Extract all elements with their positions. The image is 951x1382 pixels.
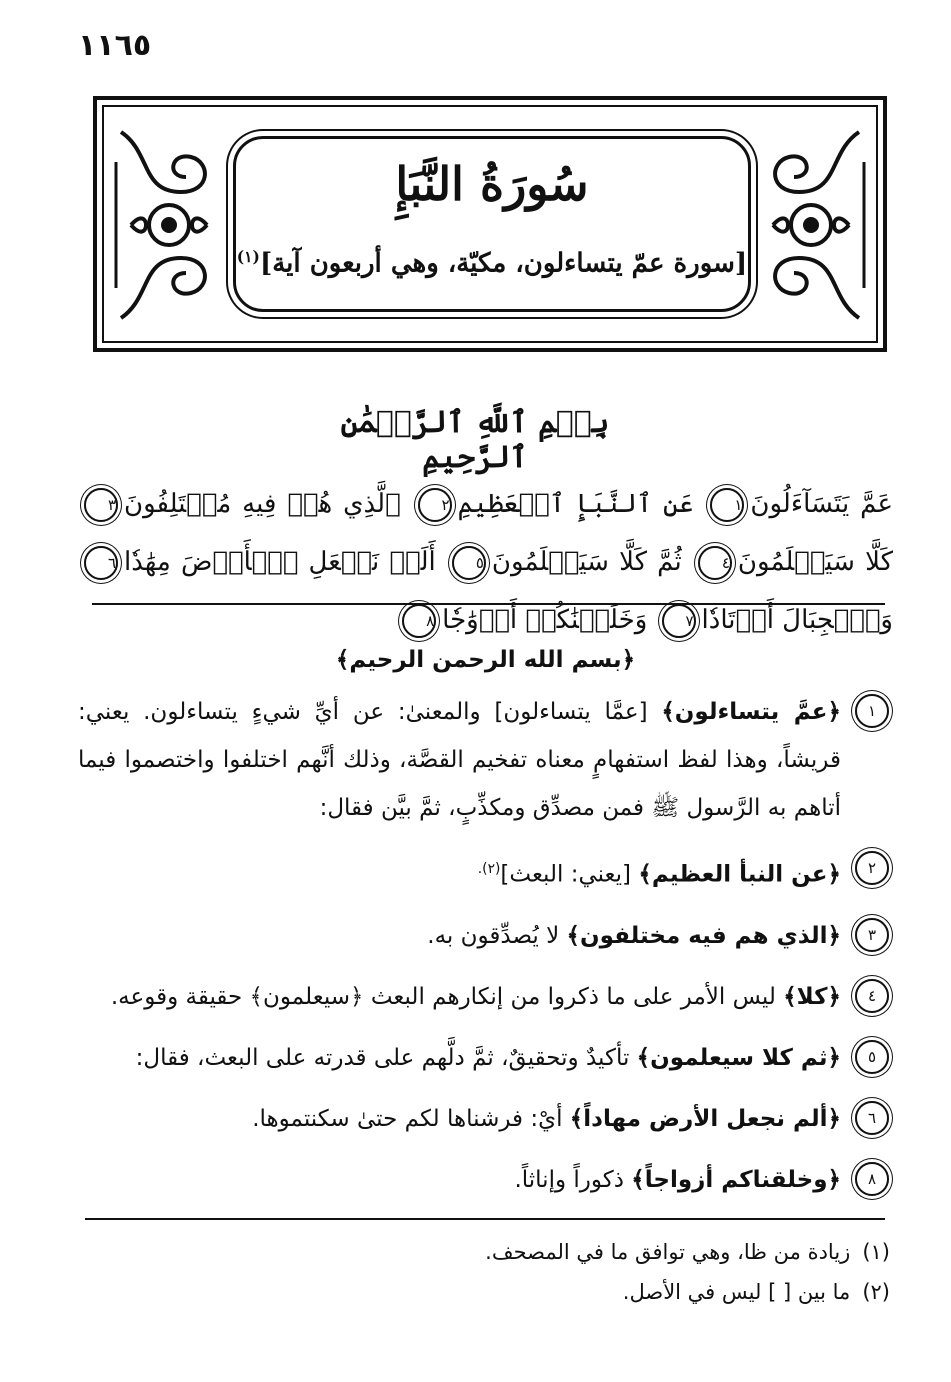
footnote-text: زيادة من ظا، وهي توافق ما في المصحف. — [485, 1240, 851, 1264]
quran-verses-block — [78, 475, 893, 649]
commentary-text: لا يُصدِّقون به. — [427, 922, 567, 949]
quran-divider — [92, 603, 885, 605]
commentary-body — [111, 973, 841, 1021]
surah-title-panel — [233, 136, 751, 312]
commentary-body — [427, 912, 841, 960]
footnote — [90, 1232, 890, 1272]
commentary-body — [478, 845, 841, 899]
surah-title: سُورَةُ النَّبَإِ — [395, 157, 589, 211]
quoted-verse: ﴿الذي هم فيه مختلفون﴾ — [566, 922, 841, 949]
verse-number-marker: ٣ — [84, 488, 118, 522]
commentary-body — [252, 1095, 841, 1143]
verse-text: عَنِ ٱلنَّبَإِ ٱلۡعَظِيمِ — [457, 489, 694, 519]
verse-text: أَلَمۡ نَجۡعَلِ ٱلۡأَرۡضَ مِهَٰدٗا — [124, 547, 436, 577]
verse-number-marker: ١ — [710, 488, 744, 522]
verse-number-marker: ٨ — [402, 604, 436, 638]
footnotes — [90, 1232, 890, 1312]
surah-subtitle — [236, 247, 748, 279]
verse-text: ثُمَّ كَلَّا سَيَعۡلَمُونَ — [491, 547, 682, 577]
commentary-body — [78, 688, 841, 832]
verse-number-marker: ٤ — [698, 546, 732, 580]
commentary-heading: ﴿بسم الله الرحمن الرحيم﴾ — [335, 647, 636, 673]
verse-number-marker: ٤ — [855, 979, 889, 1013]
verse-number-marker: ١ — [855, 694, 889, 728]
footnote-ref-1: (١) — [236, 247, 260, 266]
footnote-number: (١) — [862, 1240, 890, 1264]
commentary-section — [78, 640, 893, 1217]
commentary-item — [78, 1156, 893, 1204]
basmala: بِسۡمِ ٱللَّهِ ٱلرَّحۡمَٰنِ ٱلرَّحِيمِ — [340, 405, 610, 475]
page-number: ١١٦٥ — [78, 28, 152, 63]
quoted-verse: ﴿عن النبأ العظيم﴾ — [638, 861, 841, 888]
verse-text: ٱلَّذِي هُمۡ فِيهِ مُخۡتَلِفُونَ — [124, 489, 401, 519]
commentary-text: [يعني: البعث] — [500, 861, 639, 888]
verse-number-marker: ٦ — [855, 1101, 889, 1135]
verse-number-marker: ٦ — [84, 546, 118, 580]
quoted-verse: ﴿ألم نجعل الأرض مهاداً﴾ — [569, 1105, 841, 1132]
verse-text: عَمَّ يَتَسَآءَلُونَ — [750, 489, 893, 519]
verse-text: وَٱلۡجِبَالَ أَوۡتَادٗا — [701, 605, 893, 635]
quoted-verse: ﴿ثم كلا سيعلمون﴾ — [636, 1044, 841, 1071]
commentary-text: أيْ: فرشناها لكم حتىٰ سكنتموها. — [252, 1105, 570, 1132]
surah-subtitle-text: [سورة عمّ يتساءلون، مكيّة، وهي أربعون آية] — [259, 248, 748, 279]
footnote-text: ما بين [ ] ليس في الأصل. — [622, 1280, 851, 1304]
commentary-item — [78, 1095, 893, 1143]
commentary-item — [78, 688, 893, 832]
verse-text: وَخَلَقۡنَٰكُمۡ أَزۡوَٰجٗا — [442, 605, 648, 635]
commentary-text: ليس الأمر على ما ذكروا من إنكارهم البعث ﴿سيعلمون﴾ حقيقة وقوعه. — [110, 983, 784, 1010]
quoted-verse: ﴿وخلقناكم أزواجاً﴾ — [631, 1166, 841, 1193]
verse-number-marker: ٢ — [855, 851, 889, 885]
commentary-body — [514, 1156, 841, 1204]
footnote-number: (٢) — [862, 1280, 890, 1304]
verse-text: كَلَّا سَيَعۡلَمُونَ — [737, 547, 893, 577]
commentary-text: تأكيدٌ وتحقيقٌ، ثمَّ دلَّهم على قدرته على البعث، فقال: — [135, 1044, 637, 1071]
verse-number-marker: ٣ — [855, 918, 889, 952]
commentary-item — [78, 973, 893, 1021]
footnote-divider — [85, 1218, 885, 1220]
commentary-body — [136, 1034, 841, 1082]
footnote — [90, 1272, 890, 1312]
verse-number-marker: ٨ — [855, 1162, 889, 1196]
verse-number-marker: ٢ — [418, 488, 452, 522]
commentary-text: ذكوراً وإناثاً. — [514, 1166, 632, 1193]
arabesque-ornament-left — [111, 122, 229, 328]
commentary-text: [عمَّا يتساءلون] والمعنىٰ: عن أيِّ شيءٍ يتساءلون. يعني: قريشاً، وهذا لفظ استفهامٍ معناه تفخيم القصَّة، وذلك أنَّهم اختلفوا واختصموا فيما أتاهم به الرَّسول ﷺ فمن مصدِّق ومكذِّبٍ، ثمَّ بيَّن فقال: — [78, 699, 841, 821]
verse-number-marker: ٥ — [452, 546, 486, 580]
commentary-item — [78, 912, 893, 960]
footnote-ref-2: (٢). — [477, 861, 501, 877]
verse-number-marker: ٥ — [855, 1040, 889, 1074]
verse-number-marker: ٧ — [662, 604, 696, 638]
arabesque-ornament-right — [751, 122, 869, 328]
surah-header-frame — [93, 96, 887, 352]
quoted-verse: ﴿كلا﴾ — [783, 983, 841, 1010]
quoted-verse: ﴿عمَّ يتساءلون﴾ — [661, 699, 841, 725]
commentary-item — [78, 845, 893, 899]
commentary-item — [78, 1034, 893, 1082]
